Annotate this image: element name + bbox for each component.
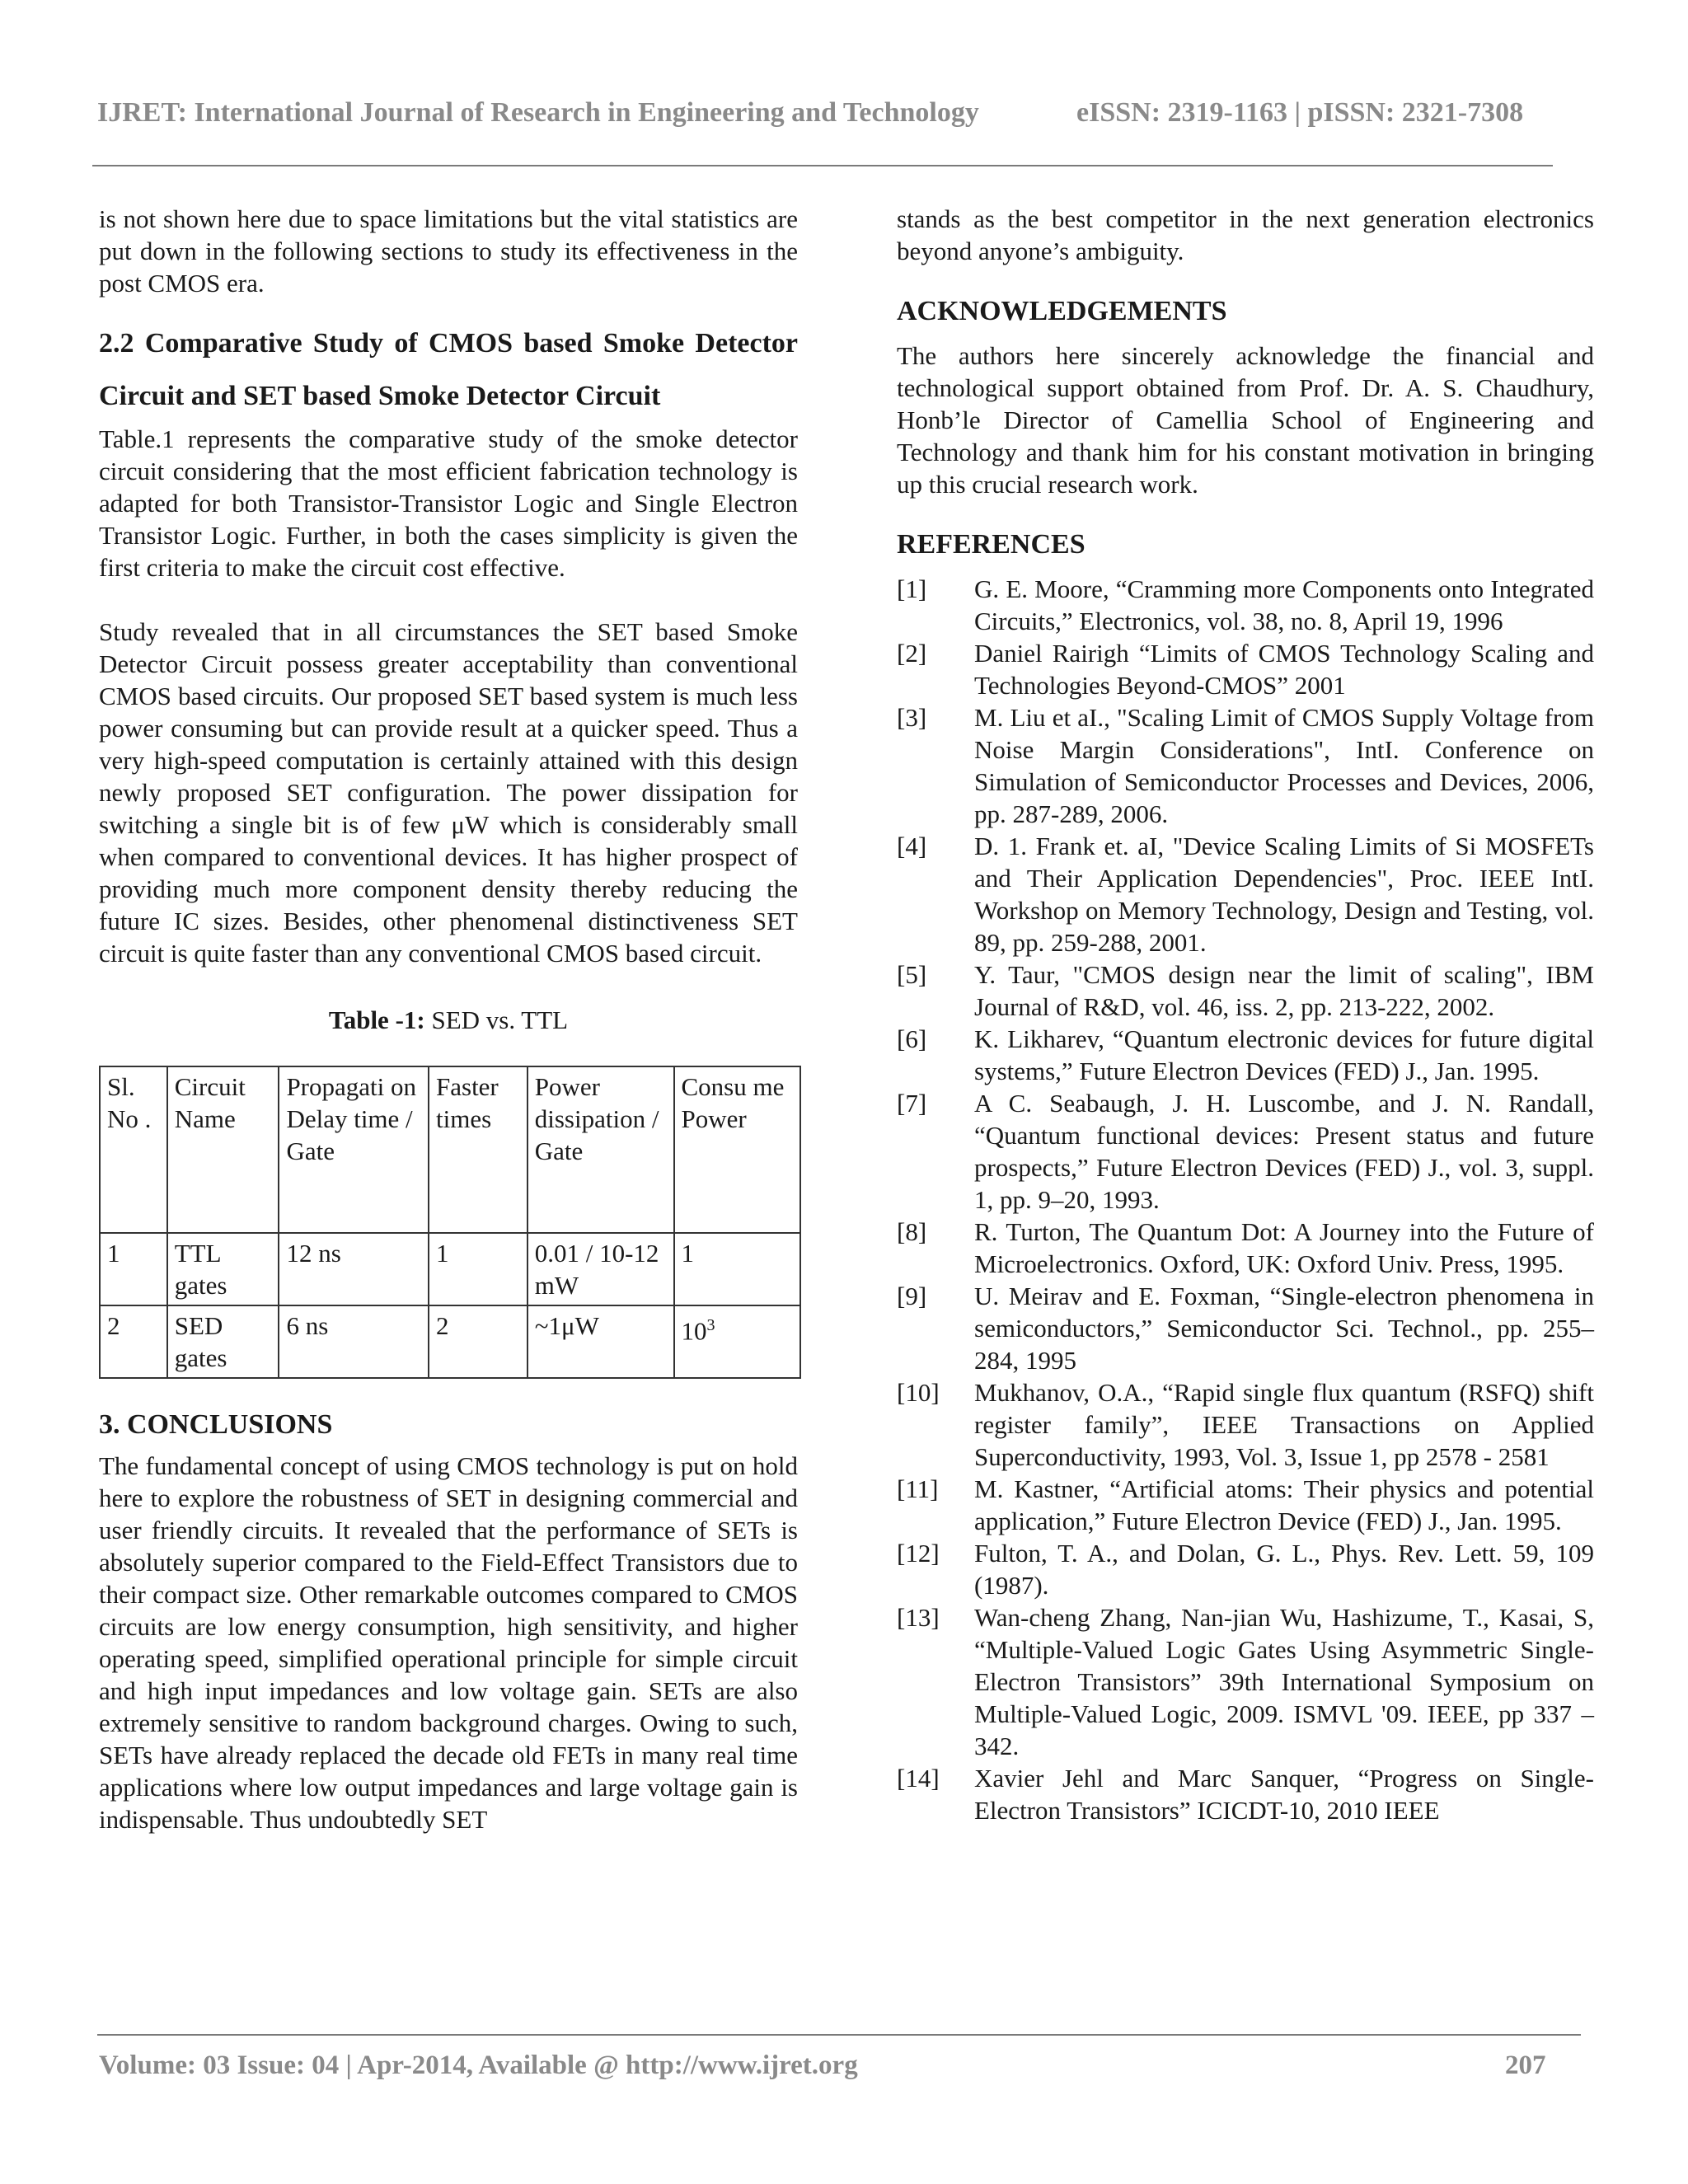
reference-item [897,637,1594,701]
continuation-paragraph: stands as the best competitor in the next generation electronics beyond anyone’s ambiguity. [897,204,1594,265]
right-column [897,203,1594,1826]
reference-number: [12] [897,1539,940,1568]
reference-number: [13] [897,1603,940,1632]
reference-item [897,1216,1594,1280]
body-paragraph-2: Study revealed that in all circumstances the SET based Smoke Detector Circuit possess greater acceptability than conventional CMOS based circuits. Our proposed SET based system is much less power consuming but can provide result at a quicker speed. Thus a very high-speed computation is certainly attained with this design newly proposed SET configuration. The power dissipation for switching a single bit is of few μW which is considerably small when compared to conventional devices. It has higher prospect of providing much more component density thereby reducing the future IC sizes. Besides, other phenomenal distinctiveness SET circuit is quite faster than any conventional CMOS based circuit. [99,617,798,968]
running-header [97,97,1548,129]
table-row [100,1305,800,1378]
reference-number: [5] [897,960,927,989]
table-cell: 2 [100,1305,167,1378]
reference-item [897,1762,1594,1826]
table-cell: 1 [100,1233,167,1305]
footer [99,2050,1550,2081]
power-base: 10 [681,1316,707,1346]
page-number: 207 [1505,2050,1546,2080]
reference-text: M. Liu et aI., "Scaling Limit of CMOS Supply Voltage from Noise Margin Considerations", IntI. Conference on Simulation of Semiconductor Processes and Devices, 2006, pp. 287-289, 2006. [974,703,1594,828]
reference-text: Y. Taur, "CMOS design near the limit of scaling", IBM Journal of R&D, vol. 46, iss. 2, pp. 213-222, 2002. [974,960,1594,1021]
reference-item [897,830,1594,958]
reference-number: [14] [897,1764,940,1793]
table-caption-text: SED vs. TTL [424,1005,569,1034]
conclusions-paragraph: The fundamental concept of using CMOS technology is put on hold here to explore the robustness of SET in designing commercial and user friendly circuits. It revealed that the performance of SETs is absolutely superior compared to the Field-Effect Transistors due to their compact size. Other remarkable outcomes compared to CMOS circuits are low energy consumption, high sensitivity, and higher operating speed, simplified operational principle for simple circuit and high input impedances and low voltage gain. SETs are also extremely sensitive to random background charges. Owing to such, SETs have already replaced the decade old FETs in many real time applications where low output impedances and large voltage gain is indispensable. Thus undoubtedly SET [99,1451,798,1834]
reference-item [897,1473,1594,1537]
table-cell: 1 [674,1233,801,1305]
reference-text: A C. Seabaugh, J. H. Luscombe, and J. N. Randall, “Quantum functional devices: Present status and future prospects,” Future Electron Devices (FED) J., vol. 3, suppl. 1, pp. 9–20, 1993. [974,1089,1594,1214]
conclusions-heading: 3. CONCLUSIONS [99,1409,333,1440]
issn-line: eISSN: 2319-1163 | pISSN: 2321-7308 [1076,97,1524,128]
reference-text: Wan-cheng Zhang, Nan-jian Wu, Hashizume, T., Kasai, S, “Multiple-Valued Logic Gates Using Asymmetric Single-Electron Transistors” 39th International Symposium on Multiple-Valued Logic, 2009. ISMVL '09. IEEE, pp 337 – 342. [974,1603,1594,1760]
table-row [100,1233,800,1305]
header-cell: Propagati on Delay time / Gate [279,1066,429,1233]
table-cell: TTL gates [167,1233,279,1305]
reference-text: G. E. Moore, “Cramming more Components onto Integrated Circuits,” Electronics, vol. 38, no. 8, April 19, 1996 [974,574,1594,635]
power-exponent: 3 [706,1316,715,1334]
reference-number: [4] [897,832,927,860]
header-cell: Power dissipation / Gate [528,1066,674,1233]
reference-number: [7] [897,1089,927,1118]
table-cell: 1 [429,1233,528,1305]
reference-number: [6] [897,1024,927,1053]
reference-item [897,1087,1594,1216]
table-cell: 0.01 / 10-12 mW [528,1233,674,1305]
section-heading: 2.2 Comparative Study of CMOS based Smoke Detector Circuit and SET based Smoke Detector Circuit [99,328,798,411]
acknowledgements-heading: ACKNOWLEDGEMENTS [897,296,1227,326]
reference-text: Xavier Jehl and Marc Sanquer, “Progress on Single-Electron Transistors” ICICDT-10, 2010 IEEE [974,1764,1594,1825]
footer-volume: Volume: 03 Issue: 04 | Apr-2014, Available @ http://www.ijret.org [99,2050,858,2080]
reference-text: Mukhanov, O.A., “Rapid single flux quantum (RSFQ) shift register family”, IEEE Transactions on Applied Superconductivity, 1993, Vol. 3, Issue 1, pp 2578 - 2581 [974,1378,1594,1471]
reference-number: [3] [897,703,927,732]
reference-text: K. Likharev, “Quantum electronic devices for future digital systems,” Future Electron Devices (FED) J., Jan. 1995. [974,1024,1594,1085]
table-cell: SED gates [167,1305,279,1378]
header-cell: Consu me Power [674,1066,801,1233]
references-heading: REFERENCES [897,529,1085,560]
reference-item [897,1376,1594,1473]
left-column [99,203,798,1835]
reference-number: [9] [897,1282,927,1310]
table-caption [99,1004,798,1036]
comparison-table [99,1066,801,1379]
reference-number: [8] [897,1217,927,1246]
reference-text: Daniel Rairigh “Limits of CMOS Technology Scaling and Technologies Beyond-CMOS” 2001 [974,639,1594,700]
reference-list [897,573,1594,1826]
header-divider [92,165,1553,166]
reference-number: [2] [897,639,927,668]
table-cell: 2 [429,1305,528,1378]
reference-text: M. Kastner, “Artificial atoms: Their physics and potential application,” Future Electron Device (FED) J., Jan. 1995. [974,1474,1594,1535]
reference-item [897,1601,1594,1762]
reference-number: [11] [897,1474,939,1503]
reference-number: [1] [897,574,927,603]
reference-text: Fulton, T. A., and Dolan, G. L., Phys. Rev. Lett. 59, 109 (1987). [974,1539,1594,1600]
header-cell: Faster times [429,1066,528,1233]
acknowledgements-paragraph: The authors here sincerely acknowledge the financial and technological support obtained from Prof. Dr. A. S. Chaudhury, Honb’le Director of Camellia School of Engineering and Technology and thank him for his constant motivation in bringing up this crucial research work. [897,341,1594,499]
body-paragraph-1: Table.1 represents the comparative study of the smoke detector circuit considering that the most efficient fabrication technology is adapted for both Transistor-Transistor Logic and Single Electron Transistor Logic. Further, in both the cases simplicity is given the first criteria to make the circuit cost effective. [99,424,798,582]
reference-item [897,958,1594,1023]
header-cell: Circuit Name [167,1066,279,1233]
journal-title: IJRET: International Journal of Research in Engineering and Technology [97,97,979,128]
reference-text: D. 1. Frank et. aI, "Device Scaling Limits of Si MOSFETs and Their Application Dependencies", Proc. IEEE IntI. Workshop on Memory Technology, Design and Testing, vol. 89, pp. 259-288, 2001. [974,832,1594,957]
reference-item [897,573,1594,637]
table-cell: ~1μW [528,1305,674,1378]
table-header-row [100,1066,800,1233]
reference-item [897,1023,1594,1087]
reference-text: R. Turton, The Quantum Dot: A Journey into the Future of Microelectronics. Oxford, UK: Oxford Univ. Press, 1995. [974,1217,1594,1278]
table-caption-label: Table -1: [328,1005,425,1034]
reference-number: [10] [897,1378,940,1407]
reference-item [897,701,1594,830]
reference-item [897,1280,1594,1376]
table-cell: 6 ns [279,1305,429,1378]
table-cell-power [674,1305,801,1378]
reference-item [897,1537,1594,1601]
header-cell: Sl. No . [100,1066,167,1233]
reference-text: U. Meirav and E. Foxman, “Single-electron phenomena in semiconductors,” Semiconductor Sci. Technol., pp. 255–284, 1995 [974,1282,1594,1375]
table-cell: 12 ns [279,1233,429,1305]
footer-divider [97,2034,1581,2036]
intro-paragraph: is not shown here due to space limitations but the vital statistics are put down in the following sections to study its effectiveness in the post CMOS era. [99,204,798,298]
